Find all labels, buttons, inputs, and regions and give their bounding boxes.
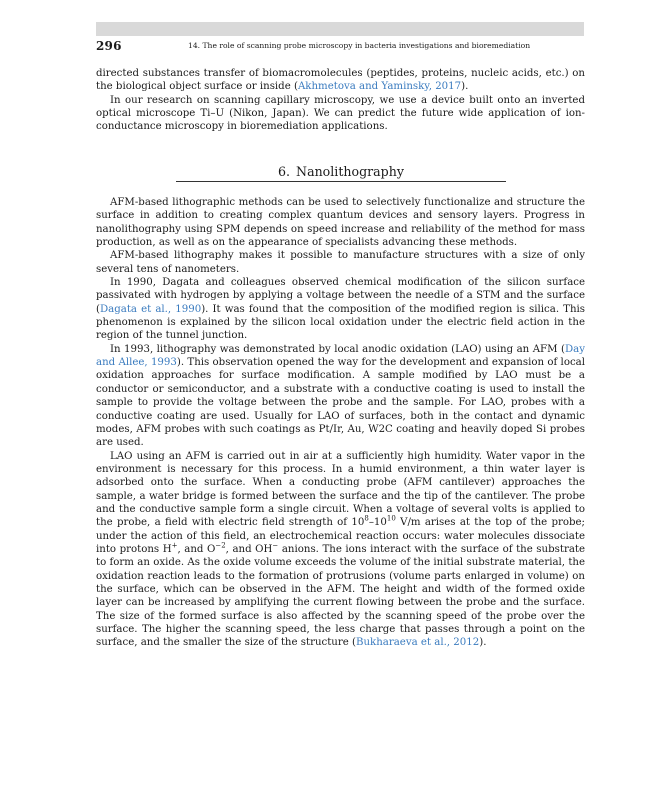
intro-paragraph-2: In our research on scanning capillary microscopy, we use a device built onto an inverted optical microscope Ti–U (Nikon, Japan). We can predict the future wide application of ion-conductance microscopy in bioremediation applications. [96,94,585,133]
p3-text-b: ). It was found that the composition of the modified region is silica. This phenomenon is explained by the silicon local oxidation under the electric field action in the region of the tunnel junction. [96,303,586,342]
paragraph-2: AFM-based lithography makes it possible to manufacture structures with a size of only several tens of nanometers. [96,250,585,275]
intro-text [96,67,585,134]
paragraph-4 [96,343,585,450]
superscript: 10 [386,514,396,523]
intro-paragraph-1 [96,67,585,94]
running-title: 14. The role of scanning probe microscopy in bacteria investigations and bioremediation [188,41,531,50]
citation-link[interactable]: Bukharaeva et al., 2012 [355,637,480,649]
p5-text-c: V/m arises at the top of the probe; under the action of this field, an electrochemical reaction occurs: water molecules dissociate into protons H [96,517,585,555]
page-number: 296 [96,39,122,53]
p5-text-b: –10 [368,517,387,529]
p5-text-g: ). [479,637,487,649]
superscript: −2 [215,541,226,550]
citation-link[interactable]: Dagata et al., 1990 [99,303,202,315]
section-body [96,196,585,650]
p4-text-a: In 1993, lithography was demonstrated by local anodic oxidation (LAO) using an AFM ( [110,343,565,355]
superscript: 8 [364,514,369,523]
paragraph-5 [96,450,585,650]
p5-text-f: anions. The ions interact with the surface of the substrate to form an oxide. As the oxide volume exceeds the volume of the initial substrate material, the oxidation reaction leads to the formation of protrusions (volume parts enlarged in volume) on the surface, which can be observed in the AFM. The height and width of the formed oxide layer can be increased by amplifying the current flowing between the probe and the surface. The size of the formed surface is also affected by the scanning speed of the probe over the surface. The higher the scanning speed, the less charge that passes through a point on the surface, and the smaller the size of the structure ( [96,543,586,649]
paragraph-1: AFM-based lithographic methods can be used to selectively functionalize and structure the surface in addition to creating complex quantum devices and sensory layers. Progress in nanolithography using SPM depends on speed increase and reliability of the method for mass production, as well as on the appearance of specialists advancing these methods. [96,197,585,249]
running-head [96,39,584,55]
p5-text-a: LAO using an AFM is carried out in air at a sufficiently high humidity. Water vapor in the environment is necessary for this process. In a humid environment, a thin water layer is adsorbed onto the surface. When a conducting probe (AFM cantilever) approaches the sample, a water bridge is formed between the surface and the tip of the cantilever. The probe and the conductive sample form a single circuit. When a voltage of several volts is applied to the probe, a field with electric field strength of 10 [96,450,585,529]
section-title: Nanolithography [296,164,404,179]
superscript: − [272,541,279,550]
citation-link[interactable]: Akhmetova and Yaminsky, 2017 [297,81,462,93]
citation-link[interactable]: Day and Allee, 1993 [96,343,585,369]
paragraph-3 [96,276,585,343]
p5-text-d: , and O [177,543,216,555]
superscript: + [171,541,178,550]
section-heading [176,164,506,182]
intro-p1-end: ). [461,81,469,93]
p5-text-e: , and OH [225,543,273,555]
intro-p1-text: directed substances transfer of biomacromolecules (peptides, proteins, nucleic acids, etc.) on the biological object surface or inside ( [96,68,585,93]
header-bar [96,22,584,36]
p3-text-a: In 1990, Dagata and colleagues observed chemical modification of the silicon surface passivated with hydrogen by applying a voltage between the needle of a STM and the surface ( [96,277,585,315]
p4-text-b: ). This observation opened the way for the development and expansion of local oxidation approaches for surface modification. A sample modified by LAO must be a conductor or semiconductor, and a substrate with a conductive coating is used to install the sample to provide the voltage between the probe and the sample. For LAO, probes with a conductive coating are used. Usually for LAO of surfaces, both in the contact and dynamic modes, AFM probes with such coatings as Pt/Ir, Au, W2C coating and heavily doped Si probes are used. [96,357,585,449]
section-number: 6. [278,164,291,179]
